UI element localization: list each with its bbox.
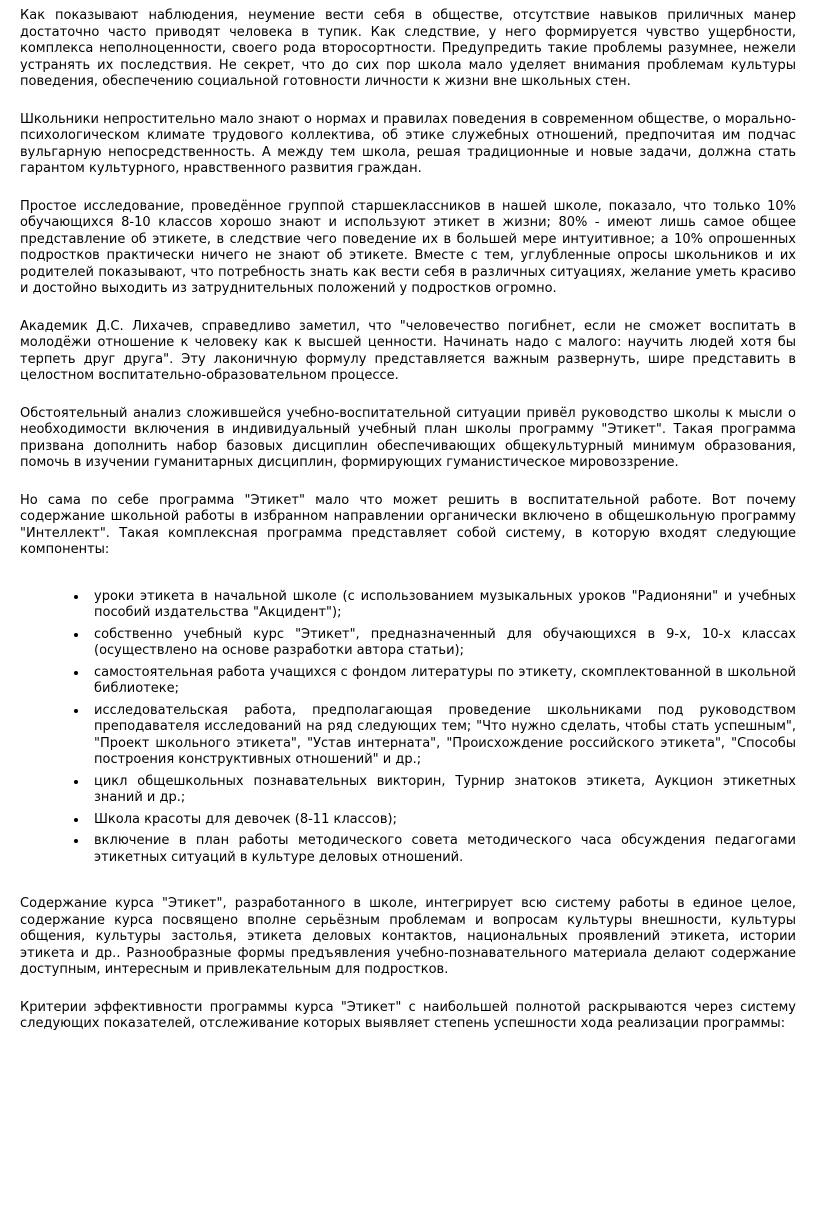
list-item-quiz-cycle: • цикл общешкольных познавательных викторин, Турнир знатоков этикета, Аукцион этикетных знаний и др.; [88, 774, 796, 807]
paragraph-course-content: Содержание курса "Этикет", разработанного в школе, интегрирует всю систему работы в единое целое, содержание курса посвящено вполне серьёзным проблемам и вопросам культуры внешности, культуры общения, культуры застолья, этикета деловых контактов, национальных проявлений этикета, истории этикета и др.. Разнообразные формы предъявления учебно-познавательного материала делают содержание доступным, интересным и привлекательным для подростков. [20, 896, 796, 977]
paragraph-effectiveness-criteria: Критерии эффективности программы курса "Этикет" с наибольшей полнотой раскрываются через систему следующих показателей, отслеживание которых выявляет степень успешности хода реализации программы: [20, 999, 796, 1031]
paragraph-program-intellekt: Но сама по себе программа "Этикет" мало что может решить в воспитательной работе. Вот почему содержание школьной работы в избранном направлении органически включено в общешкольную программу "Интеллект". Такая комплексная программа представляет собой систему, в которую входят следующие компоненты: [20, 492, 796, 557]
paragraph-likhachev-quote: Академик Д.С. Лихачев, справедливо заметил, что "человечество погибнет, если не сможет воспитать в молодёжи отношение к человеку как к высшей ценности. Начинать надо с малого: научить людей хотя бы терпеть друг друга". Эту лаконичную формулу представляется важным развернуть, шире представить в целостном воспитательно-образовательном процессе. [20, 318, 796, 383]
list-item-beauty-school: • Школа красоты для девочек (8-11 классов); [88, 812, 796, 829]
list-item-primary-school-lessons: • уроки этикета в начальной школе (с использованием музыкальных уроков "Радионяни" и учебных пособий издательства "Акцидент"); [88, 589, 796, 622]
list-item-etiket-course: • собственно учебный курс "Этикет", предназначенный для обучающихся в 9-х, 10-х классах (осуществлено на основе разработки автора статьи); [88, 627, 796, 660]
paragraph-survey-results: Простое исследование, проведённое группой старшеклассников в нашей школе, показало, что только 10% обучающихся 8-10 классов хорошо знают и используют этикет в жизни; 80% - имеют лишь самое общее представление об этикете, в следствие чего поведение их в большей мере интуитивное; а 10% опрошенных подростков практически ничего не знают об этикете. Вместе с тем, углубленные опросы школьников и их родителей показывают, что потребность знать как вести себя в различных ситуациях, желание уметь красиво и достойно выходить из затруднительных положений у подростков огромно. [20, 198, 796, 296]
list-item-independent-work: • самостоятельная работа учащихся с фондом литературы по этикету, скомплектованной в школьной библиотеке; [88, 665, 796, 698]
paragraph-schoolchildren-knowledge: Школьники непростительно мало знают о нормах и правилах поведения в современном обществе, о морально-психологическом климате трудового коллектива, об этике служебных отношений, предпочитая им подчас вульгарную непосредственность. А между тем школа, решая традиционные и новые задачи, должна стать гарантом культурного, нравственного развития граждан. [20, 111, 796, 176]
list-item-research-work: • исследовательская работа, предполагающая проведение школьниками под руководством преподавателя исследований на ряд следующих тем; "Что нужно сделать, чтобы стать успешным", "Проект школьного этикета", "Устав интерната", "Происхождение российского этикета", "Способы построения конструктивных отношений" и др.; [88, 703, 796, 769]
paragraph-intro-manners: Как показывают наблюдения, неумение вести себя в обществе, отсутствие навыков приличных манер достаточно часто приводят человека в тупик. Как следствие, у него формируется чувство ущербности, комплекса неполноценности, своего рода второсортности. Предупредить такие проблемы разумнее, нежели устранять их последствия. Не секрет, что до сих пор школа мало уделяет внимания проблемам культуры поведения, обеспечению социальной готовности личности к жизни вне школьных стен. [20, 8, 796, 89]
paragraph-program-etiket-intro: Обстоятельный анализ сложившейся учебно-воспитательной ситуации привёл руководство школы к мысли о необходимости включения в индивидуальный учебный план школы программу "Этикет". Такая программа призвана дополнить набор базовых дисциплин обеспечивающих общекультурный минимум образования, помочь в изучении гуманитарных дисциплин, формирующих гуманистическое мировоззрение. [20, 405, 796, 470]
program-components-list [20, 589, 796, 867]
list-item-methodical-council: • включение в план работы методического совета методического часа обсуждения педагогами этикетных ситуаций в культуре деловых отношений. [88, 833, 796, 866]
